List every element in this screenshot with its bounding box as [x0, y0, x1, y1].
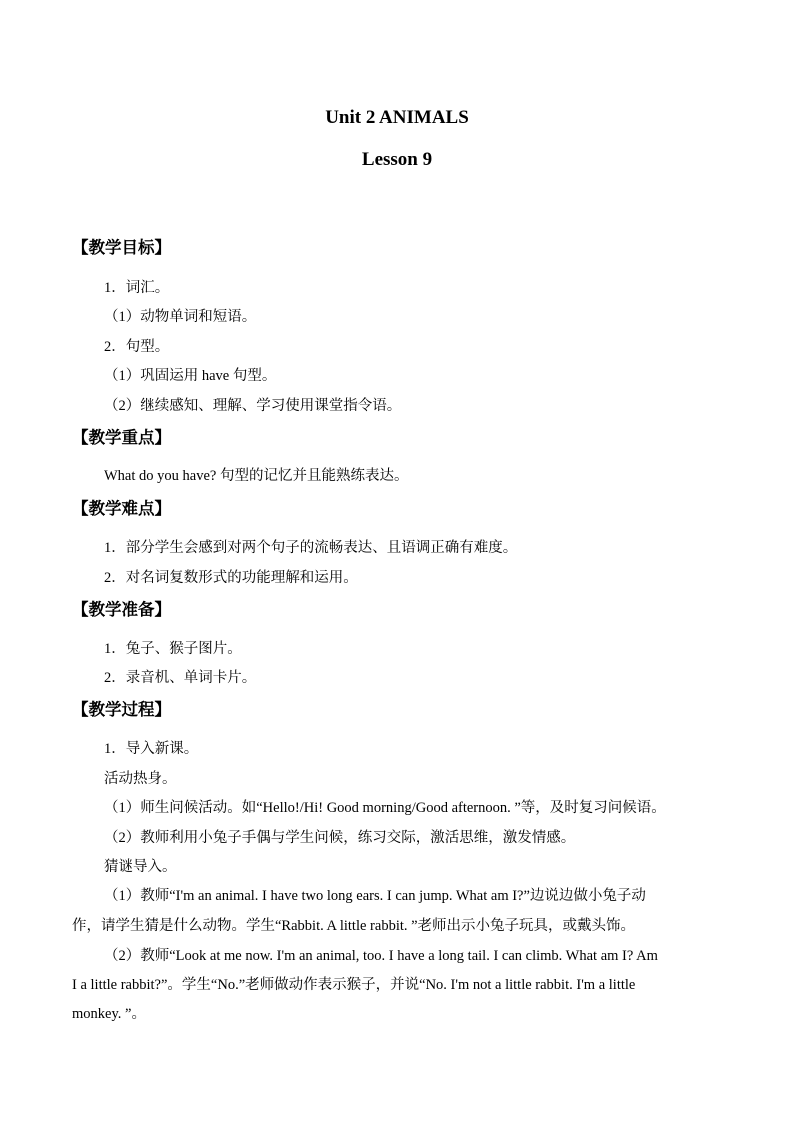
preparation-line-2: 2．录音机、单词卡片。	[104, 670, 257, 686]
preparation-line-1: 1．兔子、猴子图片。	[104, 641, 242, 657]
difficulties-line-2: 2．对名词复数形式的功能理解和运用。	[104, 570, 358, 586]
objectives-line-5: （2）继续感知、理解、学习使用课堂指令语。	[104, 398, 402, 414]
difficulties-line-1: 1．部分学生会感到对两个句子的流畅表达、且语调正确有难度。	[104, 540, 518, 556]
process-line-7: 作，请学生猜是什么动物。学生“Rabbit. A little rabbit. ”老师出示小兔子玩具，或戴头饰。	[72, 918, 636, 934]
objectives-line-1: 1．词汇。	[104, 280, 170, 296]
process-line-3: （1）师生问候活动。如“Hello!/Hi! Good morning/Good afternoon. ”等，及时复习问候语。	[104, 800, 666, 816]
process-line-2: 活动热身。	[104, 771, 177, 787]
key-points-line-1: What do you have? 句型的记忆并且能熟练表达。	[104, 468, 409, 484]
process-line-9: I a little rabbit?”。学生“No.”老师做动作表示猴子，并说“No. I'm not a little rabbit. I'm a little	[72, 977, 636, 993]
section-heading-difficulties: 【教学难点】	[72, 499, 171, 518]
document-title: Unit 2 ANIMALS	[325, 107, 469, 128]
section-heading-preparation: 【教学准备】	[72, 600, 171, 619]
objectives-line-4: （1）巩固运用 have 句型。	[104, 368, 277, 384]
process-line-8: （2）教师“Look at me now. I'm an animal, too. I have a long tail. I can climb. What am I? Am	[104, 948, 658, 964]
section-heading-process: 【教学过程】	[72, 700, 171, 719]
process-line-4: （2）教师利用小兔子手偶与学生问候，练习交际，激活思维，激发情感。	[104, 830, 576, 846]
objectives-line-3: 2．句型。	[104, 339, 170, 355]
process-line-10: monkey. ”。	[72, 1006, 146, 1022]
section-heading-objectives: 【教学目标】	[72, 238, 171, 257]
process-line-6: （1）教师“I'm an animal. I have two long ears. I can jump. What am I?”边说边做小兔子动	[104, 888, 646, 904]
process-line-5: 猜谜导入。	[104, 859, 177, 875]
section-heading-key-points: 【教学重点】	[72, 428, 171, 447]
objectives-line-2: （1）动物单词和短语。	[104, 309, 257, 325]
document-subtitle: Lesson 9	[361, 149, 433, 170]
process-line-1: 1．导入新课。	[104, 741, 199, 757]
